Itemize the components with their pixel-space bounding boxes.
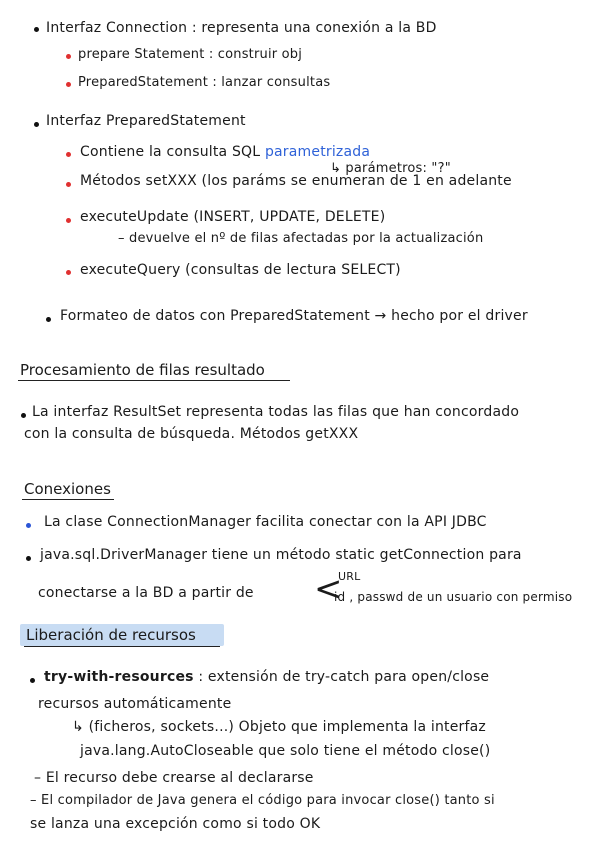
bullet-dot (30, 678, 35, 683)
note-line: – El recurso debe crearse al declararse (34, 770, 314, 786)
note-line: prepare Statement : construir obj (78, 47, 303, 62)
note-line (44, 668, 489, 686)
note-text: Contiene la consulta SQL (80, 144, 261, 160)
bullet-dot-red (66, 218, 71, 223)
section-heading: Liberación de recursos (26, 626, 196, 644)
section-heading: Conexiones (24, 480, 111, 498)
bullet-dot-red (66, 82, 71, 87)
bullet-dot-red (66, 152, 71, 157)
bullet-dot (46, 317, 51, 322)
bullet-dot (21, 413, 26, 418)
note-text: : extensión de try-catch para open/close (198, 669, 490, 685)
bullet-dot-red (66, 54, 71, 59)
note-line: La clase ConnectionManager facilita conectar con la API JDBC (44, 514, 487, 530)
keyword-term: try-with-resources (44, 669, 194, 685)
note-line: – El compilador de Java genera el código para invocar close() tanto si (30, 793, 495, 808)
note-line: Interfaz Connection : representa una conexión a la BD (46, 20, 437, 36)
section-heading: Procesamiento de filas resultado (20, 361, 265, 379)
note-line: id , passwd de un usuario con permiso (334, 590, 573, 604)
note-annotation: URL (338, 570, 361, 583)
bullet-dot-blue (26, 523, 31, 528)
highlighted-term: parametrizada (264, 144, 371, 160)
heading-underline (22, 499, 114, 500)
note-line: executeQuery (consultas de lectura SELECT) (80, 262, 401, 278)
note-annotation: ↳ parámetros: "?" (330, 161, 451, 176)
bullet-dot-red (66, 270, 71, 275)
note-line (80, 143, 370, 161)
brace-glyph: < (314, 569, 343, 609)
note-line: java.sql.DriverManager tiene un método static getConnection para (40, 547, 522, 563)
bullet-dot (26, 556, 31, 561)
bullet-dot (34, 27, 39, 32)
note-line: java.lang.AutoCloseable que solo tiene el método close() (80, 743, 491, 759)
note-annotation: – devuelve el nº de filas afectadas por la actualización (118, 231, 484, 246)
note-line: recursos automáticamente (38, 696, 232, 712)
bullet-dot (34, 122, 39, 127)
note-line: Formateo de datos con PreparedStatement → hecho por el driver (60, 308, 528, 324)
note-line: ↳ (ficheros, sockets...) Objeto que implementa la interfaz (72, 719, 486, 735)
note-line: PreparedStatement : lanzar consultas (78, 75, 331, 90)
note-line: conectarse a la BD a partir de (38, 585, 254, 601)
heading-underline (24, 646, 220, 647)
note-line: con la consulta de búsqueda. Métodos getXXX (24, 426, 359, 442)
note-line: Interfaz PreparedStatement (46, 113, 246, 129)
note-line: executeUpdate (INSERT, UPDATE, DELETE) (80, 209, 386, 225)
note-line: se lanza una excepción como si todo OK (30, 816, 321, 832)
note-line: La interfaz ResultSet representa todas las filas que han concordado (32, 404, 520, 420)
note-line: Métodos setXXX (los paráms se enumeran de 1 en adelante (80, 173, 512, 189)
bullet-dot-red (66, 182, 71, 187)
heading-underline (18, 380, 290, 381)
